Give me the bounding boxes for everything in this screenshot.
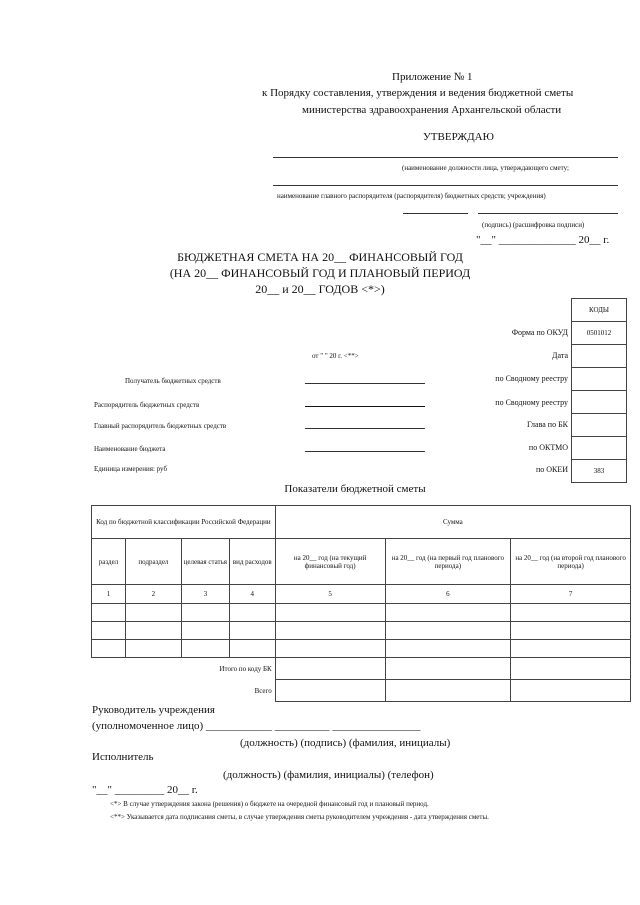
appendix-title: Приложение № 1 — [392, 71, 473, 83]
manager-field-line — [305, 406, 425, 407]
col-razdel: раздел — [92, 539, 126, 585]
position-caption: (наименование должности лица, утверждающего смету; — [402, 164, 569, 172]
executor-caption: (должность) (фамилия, инициалы) (телефон) — [223, 769, 434, 781]
total-cell-5 — [275, 680, 385, 702]
col-group-code: Код по бюджетной классификации Российской Федерации — [92, 506, 276, 539]
budget-name-label: Наименование бюджета — [94, 445, 166, 453]
signature-decode-line — [478, 213, 618, 214]
appendix-line2: к Порядку составления, утверждения и ведения бюджетной сметы — [262, 87, 574, 99]
col-sum-second: на 20__ год (на второй год планового периода) — [511, 539, 631, 585]
label-okei: по ОКЕИ — [535, 465, 568, 474]
label-okud: Форма по ОКУД — [511, 328, 568, 337]
label-glava-bk: Глава по БК — [527, 420, 568, 429]
codes-header: КОДЫ — [572, 299, 627, 322]
col-sum-first: на 20__ год (на первый год планового периода) — [385, 539, 511, 585]
table-row — [92, 604, 631, 622]
footer-date: "__" _________ 20__ г. — [92, 784, 198, 796]
main-manager-line — [305, 428, 425, 429]
total-bk-cell-7 — [511, 658, 631, 680]
approval-title: УТВЕРЖДАЮ — [423, 131, 494, 143]
label-registry-2: по Сводному реестру — [495, 398, 568, 407]
num-1: 1 — [92, 585, 126, 604]
code-okud: 0501012 — [572, 322, 627, 345]
label-registry-1: по Сводному реестру — [495, 374, 568, 383]
footnote-2: <**> Указывается дата подписания сметы, в случае утверждения сметы руководителем учреждения - дата утверждения сметы. — [110, 813, 489, 821]
total-cell-6 — [385, 680, 511, 702]
smeta-title-line1: БЮДЖЕТНАЯ СМЕТА НА 20__ ФИНАНСОВЫЙ ГОД — [177, 250, 463, 264]
col-podrazdel: подраздел — [125, 539, 181, 585]
label-oktmo: по ОКТМО — [528, 443, 568, 452]
appendix-line3: министерства здравоохранения Архангельской области — [302, 104, 562, 116]
smeta-title-line3: 20__ и 20__ ГОДОВ <*>) — [255, 282, 385, 296]
code-registry-1 — [572, 368, 627, 391]
manager-label: Распорядитель бюджетных средств — [94, 401, 200, 409]
col-expense-type: вид расходов — [229, 539, 275, 585]
footnote-1: <*> В случае утверждения закона (решения) о бюджете на очередной финансовый год и плановый период. — [110, 800, 429, 808]
total-bk-cell-5 — [275, 658, 385, 680]
total-bk-label: Итого по коду БК — [219, 664, 272, 673]
col-sum-current: на 20__ год (на текущий финансовый год) — [275, 539, 385, 585]
table-row — [92, 622, 631, 640]
col-group-sum: Сумма — [275, 506, 630, 539]
code-oktmo — [572, 437, 627, 460]
total-cell-7 — [511, 680, 631, 702]
budget-name-line — [305, 451, 425, 452]
table-row — [92, 640, 631, 658]
unit-label: Единица измерения: руб — [94, 465, 168, 473]
manager-caption: наименование главного распорядителя (распорядителя) бюджетных средств; учреждения) — [277, 192, 546, 200]
code-date — [572, 345, 627, 368]
position-line — [273, 157, 618, 158]
num-5: 5 — [275, 585, 385, 604]
head-caption: (должность) (подпись) (фамилия, инициалы) — [240, 737, 451, 749]
num-2: 2 — [125, 585, 181, 604]
recipient-line — [305, 383, 425, 384]
code-glava-bk — [572, 414, 627, 437]
signature-line — [403, 213, 468, 214]
authorized-line: (уполномоченное лицо) ____________ __________ ________________ — [92, 720, 421, 732]
head-label: Руководитель учреждения — [92, 704, 215, 716]
indicators-table — [91, 505, 631, 702]
codes-table — [571, 298, 627, 483]
total-label: Всего — [254, 686, 272, 695]
smeta-title-line2: (НА 20__ ФИНАНСОВЫЙ ГОД И ПЛАНОВЫЙ ПЕРИОД — [169, 266, 471, 280]
num-3: 3 — [181, 585, 229, 604]
num-7: 7 — [511, 585, 631, 604]
main-manager-label: Главный распорядитель бюджетных средств — [94, 422, 227, 430]
total-bk-cell-6 — [385, 658, 511, 680]
form-date: от " " 20 г. <**> — [312, 352, 359, 360]
indicators-title: Показатели бюджетной сметы — [284, 483, 426, 495]
num-6: 6 — [385, 585, 511, 604]
label-date: Дата — [552, 351, 568, 360]
manager-line — [273, 185, 618, 186]
approval-date: "__" ______________ 20__ г. — [476, 234, 610, 246]
col-target: целевая статья — [181, 539, 229, 585]
recipient-label: Получатель бюджетных средств — [125, 377, 221, 385]
num-4: 4 — [229, 585, 275, 604]
signature-caption: (подпись) (расшифровка подписи) — [482, 221, 585, 229]
code-registry-2 — [572, 391, 627, 414]
executor-label: Исполнитель — [92, 751, 154, 763]
code-okei: 383 — [572, 460, 627, 483]
